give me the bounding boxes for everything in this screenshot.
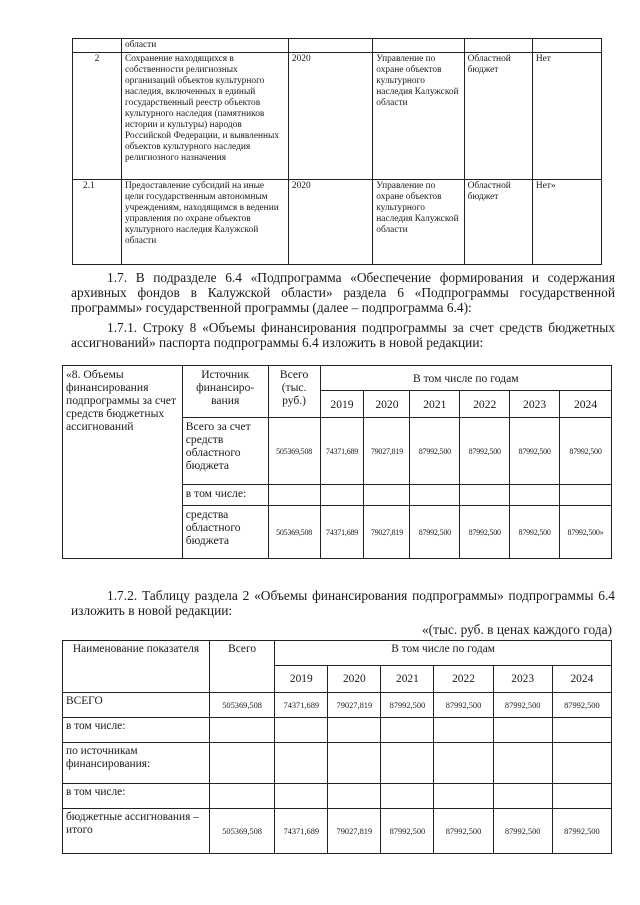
year-header: 2022 — [434, 666, 493, 693]
measure-description-cell: Предоставление субсидий на иные цели государственным автономным учреждениям, находящимся в ведении управления по охране объектов культурного наследия Калужской области — [121, 180, 288, 265]
empty-cell — [328, 718, 381, 743]
table-row — [73, 180, 602, 265]
value-cell: 87992,500 — [410, 506, 460, 559]
source-header: Источник финансиро-вания — [182, 366, 268, 418]
empty-cell — [364, 485, 410, 506]
value-cell: 87992,500 — [560, 418, 612, 485]
value-cell: 79027,819 — [328, 693, 381, 718]
year-cell — [288, 39, 372, 53]
empty-cell — [275, 743, 328, 784]
empty-cell — [209, 718, 274, 743]
value-cell: 87992,500 — [434, 693, 493, 718]
year-cell: 2020 — [288, 180, 372, 265]
empty-cell — [320, 485, 364, 506]
source-cell: Областной бюджет — [464, 53, 532, 180]
value-cell: 87992,500 — [493, 693, 552, 718]
row-number-cell: 2.1 — [73, 180, 122, 265]
indicator-cell: бюджетные ассигнования – итого — [63, 809, 210, 854]
value-cell: 87992,500 — [460, 418, 510, 485]
year-cell: 2020 — [288, 53, 372, 180]
paragraph-1-7-1: 1.7.1. Строку 8 «Объемы финансирования подпрограммы за счет средств бюджетных ассигнований» паспорта подпрограммы 6.4 изложить в новой редакции: — [71, 320, 615, 350]
source-cell: Областной бюджет — [464, 180, 532, 265]
note-cell: Нет» — [532, 180, 601, 265]
row-number-cell — [73, 39, 122, 53]
paragraph-1-7-2: 1.7.2. Таблицу раздела 2 «Объемы финансирования подпрограммы» подпрограммы 6.4 изложить в новой редакции: — [71, 588, 615, 618]
total-cell: 505369,508 — [268, 418, 320, 485]
value-cell: 87992,500 — [460, 506, 510, 559]
source-cell: Всего за счет средств областного бюджета — [182, 418, 268, 485]
empty-cell — [268, 485, 320, 506]
empty-cell — [552, 718, 611, 743]
year-header: 2020 — [364, 391, 410, 418]
measures-table — [72, 38, 602, 265]
row-label-cell: «8. Объемы финансирования подпрограммы за счет средств бюджетных ассигнований — [63, 366, 183, 559]
empty-cell — [493, 743, 552, 784]
value-cell: 79027,819 — [364, 506, 410, 559]
empty-cell — [275, 784, 328, 809]
year-header: 2024 — [552, 666, 611, 693]
year-header: 2024 — [560, 391, 612, 418]
empty-cell — [434, 743, 493, 784]
empty-cell — [510, 485, 560, 506]
table-row — [63, 784, 612, 809]
value-cell: 79027,819 — [364, 418, 410, 485]
empty-cell — [381, 784, 434, 809]
empty-cell — [552, 743, 611, 784]
year-header: 2019 — [275, 666, 328, 693]
value-cell: 74371,689 — [320, 418, 364, 485]
executor-cell: Управление по охране объектов культурного наследия Калужской области — [373, 180, 464, 265]
source-cell — [464, 39, 532, 53]
passport-funding-table — [62, 365, 612, 559]
value-cell: 87992,500 — [434, 809, 493, 854]
value-cell: 87992,500 — [381, 693, 434, 718]
paragraph-1-7: 1.7. В подразделе 6.4 «Подпрограмма «Обеспечение формирования и содержания архивных фондов в Калужской области» раздела 6 «Подпрограммы государственной программы» государственной программы (далее – подпрограмма 6.4): — [71, 270, 615, 315]
indicator-cell: по источникам финансирования: — [63, 743, 210, 784]
row-number-cell: 2 — [73, 53, 122, 180]
year-header: 2023 — [493, 666, 552, 693]
value-cell: 87992,500 — [510, 506, 560, 559]
empty-cell — [209, 784, 274, 809]
empty-cell — [493, 718, 552, 743]
indicator-cell: в том числе: — [63, 784, 210, 809]
year-header: 2021 — [410, 391, 460, 418]
empty-cell — [493, 784, 552, 809]
year-header: 2021 — [381, 666, 434, 693]
value-cell: 74371,689 — [275, 693, 328, 718]
value-cell: 87992,500» — [560, 506, 612, 559]
year-header: 2022 — [460, 391, 510, 418]
table-row — [63, 366, 612, 391]
year-header: 2020 — [328, 666, 381, 693]
table-row — [73, 39, 602, 53]
value-cell: 87992,500 — [381, 809, 434, 854]
source-cell: средства областного бюджета — [182, 506, 268, 559]
year-header: 2023 — [510, 391, 560, 418]
empty-cell — [434, 784, 493, 809]
total-header: Всего (тыс. руб.) — [268, 366, 320, 418]
source-cell: в том числе: — [182, 485, 268, 506]
measure-description-cell: области — [121, 39, 288, 53]
indicator-cell: ВСЕГО — [63, 693, 210, 718]
table-row — [63, 641, 612, 666]
value-cell: 87992,500 — [552, 809, 611, 854]
executor-cell — [373, 39, 464, 53]
value-cell: 79027,819 — [328, 809, 381, 854]
table-row — [63, 743, 612, 784]
total-cell: 505369,508 — [209, 809, 274, 854]
total-cell: 505369,508 — [209, 693, 274, 718]
empty-cell — [328, 784, 381, 809]
indicator-cell: в том числе: — [63, 718, 210, 743]
note-cell: Нет — [532, 53, 601, 180]
empty-cell — [552, 784, 611, 809]
empty-cell — [275, 718, 328, 743]
value-cell: 87992,500 — [510, 418, 560, 485]
value-cell: 74371,689 — [275, 809, 328, 854]
empty-cell — [328, 743, 381, 784]
total-cell: 505369,508 — [268, 506, 320, 559]
total-header: Всего — [209, 641, 274, 693]
empty-cell — [434, 718, 493, 743]
table-row — [73, 53, 602, 180]
units-note: «(тыс. руб. в ценах каждого года) — [421, 622, 612, 637]
by-years-header: В том числе по годам — [275, 641, 612, 666]
executor-cell: Управление по охране объектов культурного наследия Калужской области — [373, 53, 464, 180]
table-row — [63, 693, 612, 718]
empty-cell — [381, 743, 434, 784]
empty-cell — [209, 743, 274, 784]
table-row — [63, 809, 612, 854]
empty-cell — [460, 485, 510, 506]
year-header: 2019 — [320, 391, 364, 418]
by-years-header: В том числе по годам — [320, 366, 611, 391]
empty-cell — [381, 718, 434, 743]
value-cell: 87992,500 — [410, 418, 460, 485]
measure-description-cell: Сохранение находящихся в собственности религиозных организаций объектов культурного наследия, включенных в единый государственный реестр объектов культурного наследия (памятников истории и культуры) народов Российской Федерации, и выявленных объектов культурного наследия религиозного назначения — [121, 53, 288, 180]
empty-cell — [410, 485, 460, 506]
note-cell — [532, 39, 601, 53]
table-row — [63, 718, 612, 743]
empty-cell — [560, 485, 612, 506]
section2-funding-table — [62, 640, 612, 854]
value-cell: 87992,500 — [552, 693, 611, 718]
value-cell: 87992,500 — [493, 809, 552, 854]
value-cell: 74371,689 — [320, 506, 364, 559]
name-header: Наименование показателя — [63, 641, 210, 693]
